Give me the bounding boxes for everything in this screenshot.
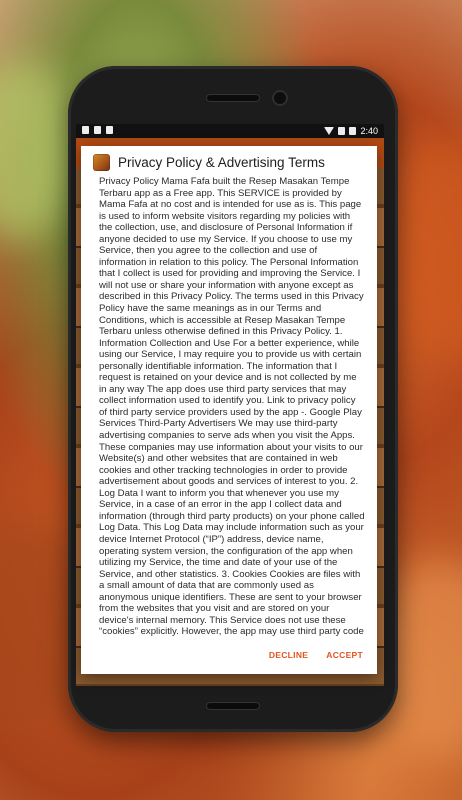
status-time: 2:40 bbox=[360, 126, 378, 136]
dialog-title: Privacy Policy & Advertising Terms bbox=[118, 155, 325, 170]
battery-icon bbox=[349, 127, 356, 135]
wifi-icon bbox=[324, 127, 334, 135]
speaker-top bbox=[206, 94, 260, 102]
status-bar bbox=[76, 124, 384, 138]
app-icon bbox=[93, 154, 110, 171]
decline-button[interactable]: DECLINE bbox=[268, 650, 309, 660]
notification-icon bbox=[94, 126, 101, 134]
speaker-bottom bbox=[206, 702, 260, 710]
dialog-actions bbox=[269, 650, 363, 660]
privacy-dialog bbox=[81, 146, 377, 674]
notification-icon bbox=[82, 126, 89, 134]
accept-button[interactable]: ACCEPT bbox=[326, 650, 363, 660]
notification-icon bbox=[106, 126, 113, 134]
dialog-header bbox=[93, 154, 325, 171]
signal-icon bbox=[338, 127, 345, 135]
dialog-body-text[interactable]: Privacy Policy Mama Fafa built the Resep Masakan Tempe Terbaru app as a Free app. This SERVICE is provided by Mama Fafa at no cost and is intended for use as is. This page is used to inform website visitors regarding my policies with the collection, use, and disclosure of Personal Information if anyone decided to use my Service. If you choose to use my Service, then you agree to the collection and use of information in relation to this policy. The Personal Information that I collect is used for providing and improving the Service. I will not use or share your information with anyone except as described in this Privacy Policy. The terms used in this Privacy Policy have the same meanings as in our Terms and Conditions, which is accessible at Resep Masakan Tempe Terbaru unless otherwise defined in this Privacy Policy. 1. Information Collection and Use For a better experience, while using our Service, I may require you to provide us with certain personally identifiable information. The information that I request is retained on your device and is not collected by me in any way The app does use third party services that may collect information used to identify you. Link to privacy policy of third party service providers used by the app -. Google Play Services Third-Party Advertisers We may use third-party advertising companies to serve ads when you visit the Apps. These companies may use information about your visits to our Website(s) and other websites that are contained in web cookies and other tracking technologies in order to provide advertisement about goods and services of interest to you. 2. Log Data I want to inform you that whenever you use my Service, in a case of an error in the app I collect data and information (through third party products) on your phone called Log Data. This Log Data may include information such as your device Internet Protocol (“IP”) address, device name, operating system version, the configuration of the app when utilizing my Service, the time and date of your use of the Service, and other statistics. 3. Cookies Cookies are files with a small amount of data that are commonly used as anonymous unique identifiers. These are sent to your browser from the websites that you visit and are stored on your device's internal memory. This Service does not use these “cookies” explicitly. However, the app may use third party code bbox=[99, 176, 365, 638]
front-camera bbox=[272, 90, 288, 106]
